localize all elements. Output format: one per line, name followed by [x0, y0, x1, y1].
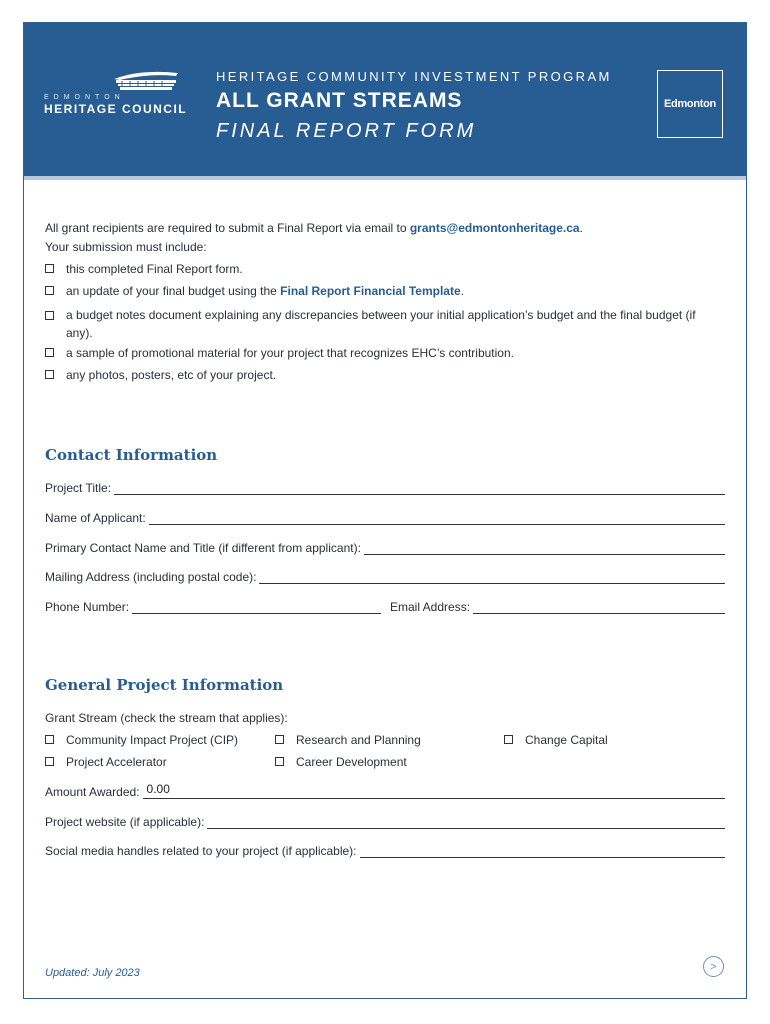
- header-banner: [24, 23, 746, 176]
- stream-option-research[interactable]: [275, 733, 421, 747]
- applicant-label: Name of Applicant:: [45, 511, 146, 525]
- website-input[interactable]: [207, 814, 725, 829]
- checkbox-icon: [45, 348, 54, 357]
- stream-option-label: Research and Planning: [296, 733, 421, 747]
- stream-option-label: Project Accelerator: [66, 755, 167, 769]
- checkbox-icon: [45, 370, 54, 379]
- stream-option-career[interactable]: [275, 755, 407, 769]
- contact-heading: Contact Information: [45, 446, 218, 464]
- phone-input[interactable]: [132, 599, 381, 614]
- email-label: Email Address:: [390, 600, 471, 614]
- checkbox-icon: [45, 264, 54, 273]
- primary-contact-field: [45, 539, 725, 555]
- phone-label: Phone Number:: [45, 600, 130, 614]
- applicant-field: [45, 509, 725, 525]
- email-link[interactable]: grants@edmontonheritage.ca: [409, 221, 580, 235]
- email-input[interactable]: [473, 599, 725, 614]
- stream-option-label: Change Capital: [525, 733, 608, 747]
- building-logo-icon: [110, 67, 182, 91]
- requirement-suffix: .: [460, 284, 464, 298]
- primary-contact-label: Primary Contact Name and Title (if different from applicant):: [45, 541, 361, 555]
- stream-option-cip[interactable]: [45, 733, 238, 747]
- updated-date: Updated: July 2023: [45, 967, 140, 979]
- checkbox-icon[interactable]: [275, 757, 284, 766]
- checkbox-icon[interactable]: [504, 735, 513, 744]
- requirement-label: this completed Final Report form.: [66, 262, 243, 276]
- amount-field: [45, 783, 725, 799]
- form-page: [23, 22, 747, 999]
- requirement-label: an update of your final budget using the: [66, 284, 281, 298]
- mailing-address-label: Mailing Address (including postal code):: [45, 570, 257, 584]
- primary-contact-input[interactable]: [364, 540, 725, 555]
- amount-input[interactable]: [143, 784, 725, 799]
- email-field: [390, 598, 725, 614]
- amount-value: 0.00: [146, 782, 170, 796]
- stream-option-label: Community Impact Project (CIP): [66, 733, 239, 747]
- edmonton-logo: [657, 70, 723, 138]
- requirement-item: [45, 368, 276, 382]
- checkbox-icon[interactable]: [45, 735, 54, 744]
- program-name: HERITAGE COMMUNITY INVESTMENT PROGRAM: [216, 69, 612, 84]
- intro-prefix: All grant recipients are required to submit a Final Report via email to: [45, 221, 410, 235]
- financial-template-link[interactable]: Final Report Financial Template: [280, 284, 461, 298]
- applicant-input[interactable]: [149, 510, 725, 525]
- requirement-item: [45, 306, 705, 342]
- page-subtitle: FINAL REPORT FORM: [216, 120, 477, 142]
- project-title-label: Project Title:: [45, 481, 112, 495]
- stream-option-capital[interactable]: [504, 733, 608, 747]
- requirement-item: [45, 346, 514, 360]
- heritage-council-logo: [44, 71, 188, 117]
- checkbox-icon[interactable]: [45, 757, 54, 766]
- intro-text: [45, 221, 583, 235]
- website-label: Project website (if applicable):: [45, 815, 205, 829]
- mailing-address-input[interactable]: [259, 569, 725, 584]
- intro-suffix: .: [579, 221, 583, 235]
- stream-label: Grant Stream (check the stream that applies):: [45, 711, 288, 725]
- stream-option-label: Career Development: [296, 755, 407, 769]
- checkbox-icon: [45, 286, 54, 295]
- social-input[interactable]: [360, 843, 725, 858]
- amount-label: Amount Awarded:: [45, 785, 140, 799]
- website-field: [45, 813, 725, 829]
- requirement-label: a sample of promotional material for your project that recognizes EHC’s contribution.: [66, 346, 514, 360]
- logo-small-text: EDMONTON: [44, 94, 125, 101]
- intro-text-2: Your submission must include:: [45, 240, 207, 254]
- page-title: ALL GRANT STREAMS: [216, 89, 463, 112]
- edmonton-logo-text: Edmonton: [664, 98, 716, 110]
- project-title-field: [45, 479, 725, 495]
- header-divider: [24, 176, 746, 180]
- social-field: [45, 842, 725, 858]
- requirement-item: [45, 284, 464, 298]
- social-label: Social media handles related to your project (if applicable):: [45, 844, 357, 858]
- next-page-button[interactable]: [703, 956, 724, 977]
- requirement-label: any photos, posters, etc of your project.: [66, 368, 277, 382]
- requirement-label: a budget notes document explaining any discrepancies between your initial application’s budget and the final budget (if any).: [66, 308, 696, 340]
- project-title-input[interactable]: [114, 480, 725, 495]
- stream-option-accelerator[interactable]: [45, 755, 167, 769]
- general-heading: General Project Information: [45, 676, 284, 694]
- logo-big-text: HERITAGE COUNCIL: [44, 102, 188, 116]
- checkbox-icon: [45, 311, 54, 320]
- checkbox-icon[interactable]: [275, 735, 284, 744]
- mailing-address-field: [45, 568, 725, 584]
- chevron-right-icon: >: [710, 960, 717, 973]
- requirement-item: [45, 262, 243, 276]
- phone-field: [45, 598, 381, 614]
